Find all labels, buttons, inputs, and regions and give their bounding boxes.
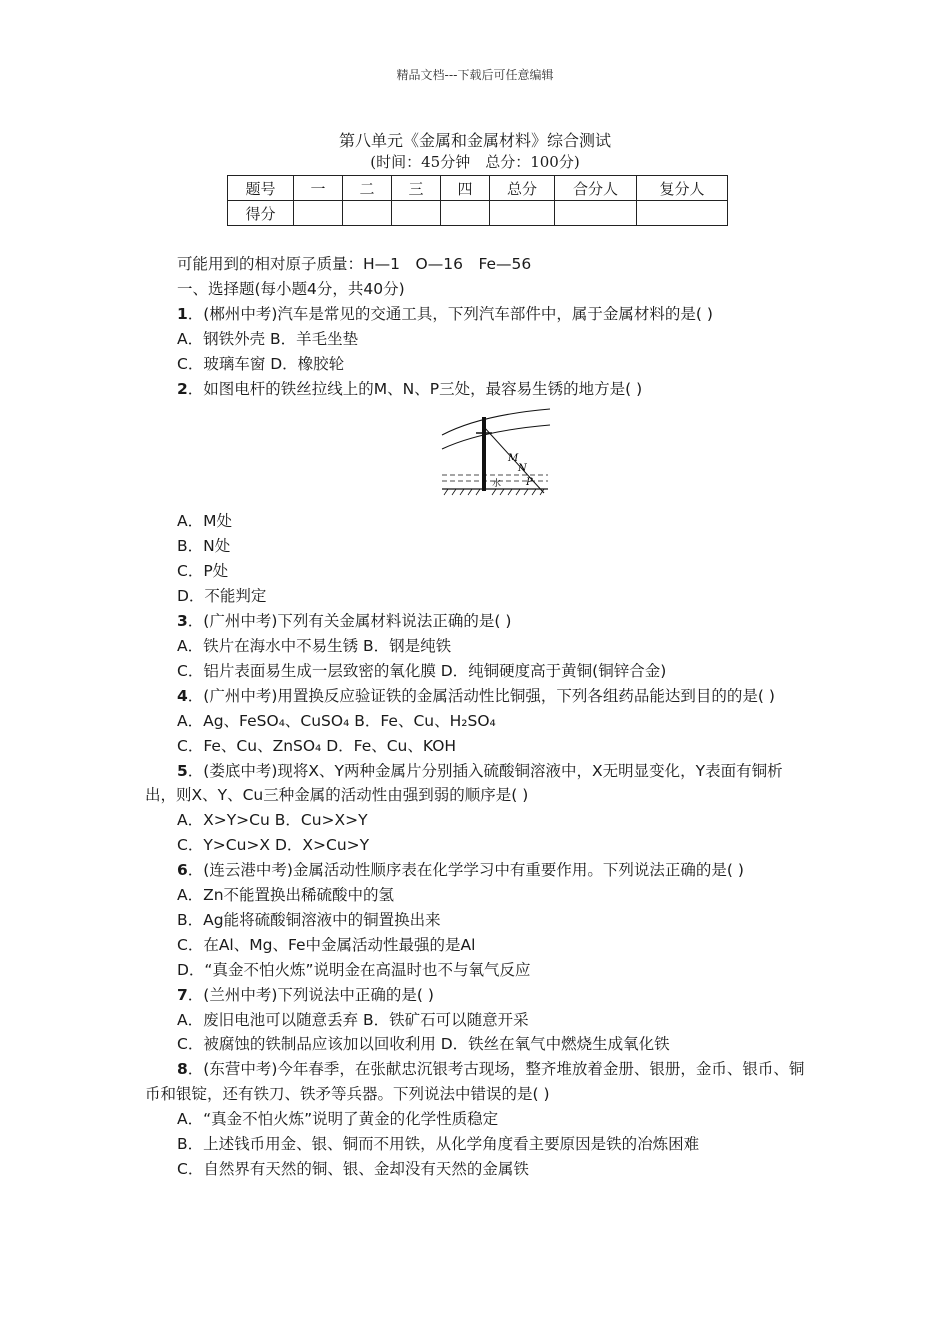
page-header-note: 精品文档---下载后可任意编辑 <box>396 68 554 82</box>
question-number: 2 <box>177 379 188 398</box>
question-option: B．N处 <box>177 537 231 556</box>
question-option: C．P处 <box>177 562 229 581</box>
score-cell <box>343 201 392 226</box>
question-text: ．(连云港中考)金属活动性顺序表在化学学习中有重要作用。下列说法正确的是( ) <box>187 861 744 880</box>
question-number: 3 <box>177 612 188 631</box>
question-number: 5 <box>177 761 188 780</box>
question-option: A．Ag、FeSO₄、CuSO₄ B．Fe、Cu、H₂SO₄ <box>177 711 496 730</box>
question-text: ．如图电杆的铁丝拉线上的M、N、P三处，最容易生锈的地方是( ) <box>187 379 643 398</box>
question-text: ．(东营中考)今年春季，在张献忠沉银考古现场，整齐堆放着金册、银册，金币、银币、铜币和银锭，还有铁刀、铁矛等兵器。下列说法中错误的是( ) <box>145 1060 805 1104</box>
question-text: ．(兰州中考)下列说法中正确的是( ) <box>187 985 434 1004</box>
label-m: M <box>508 453 519 465</box>
score-header-cell: 三 <box>392 176 441 201</box>
score-cell <box>392 201 441 226</box>
utility-pole-diagram <box>440 405 552 501</box>
question-option: C．自然界有天然的铜、银、金却没有天然的金属铁 <box>177 1160 529 1178</box>
question-option: A．“真金不怕火炼”说明了黄金的化学性质稳定 <box>177 1110 499 1129</box>
question-option: A．M处 <box>177 512 232 531</box>
question-number: 6 <box>177 861 188 880</box>
question-text: ．(娄底中考)现将X、Y两种金属片分别插入硫酸铜溶液中，X无明显变化，Y表面有铜析出，则X、Y、Cu三种金属的活动性由强到弱的顺序是( ) <box>145 761 783 805</box>
score-cell <box>637 201 728 226</box>
label-n: N <box>518 463 527 475</box>
question-stem <box>145 983 810 1008</box>
score-header-cell: 复分人 <box>637 176 728 201</box>
question-stem <box>145 609 810 634</box>
score-cell <box>490 201 555 226</box>
utility-pole-figure <box>145 401 810 509</box>
score-cell <box>441 201 490 226</box>
question-option: C．在Al、Mg、Fe中金属活动性最强的是Al <box>177 935 476 954</box>
question-stem <box>145 302 810 327</box>
question-text: ．(广州中考)用置换反应验证铁的金属活动性比铜强，下列各组药品能达到目的的是( ) <box>187 686 775 705</box>
score-cell <box>555 201 637 226</box>
question-option: B．Ag能将硫酸铜溶液中的铜置换出来 <box>177 910 441 929</box>
score-cell <box>294 201 343 226</box>
question-text: ．(郴州中考)汽车是常见的交通工具，下列汽车部件中，属于金属材料的是( ) <box>187 304 713 323</box>
question-option: C．被腐蚀的铁制品应该加以回收利用 D．铁丝在氧气中燃烧生成氧化铁 <box>177 1035 670 1054</box>
question-option: A．Zn不能置换出稀硫酸中的氢 <box>177 886 395 905</box>
atomic-mass-note: 可能用到的相对原子质量：H—1 O—16 Fe—56 <box>177 255 532 273</box>
exam-content <box>145 252 810 1182</box>
label-water: 水 <box>492 479 502 490</box>
score-row-label: 得分 <box>228 201 294 226</box>
score-table <box>227 175 728 226</box>
question-option: C．Y>Cu>X D．X>Cu>Y <box>177 836 370 855</box>
question-number: 8 <box>177 1060 188 1079</box>
question-option: A．铁片在海水中不易生锈 B．钢是纯铁 <box>177 636 452 655</box>
score-header-cell: 题号 <box>228 176 294 201</box>
question-stem <box>145 858 810 883</box>
label-p: P <box>526 477 533 489</box>
page-title: 第八单元《金属和金属材料》综合测试 <box>338 131 611 150</box>
question-option: D．“真金不怕火炼”说明金在高温时也不与氧气反应 <box>177 960 531 979</box>
question-number: 4 <box>177 686 188 705</box>
score-header-cell: 一 <box>294 176 343 201</box>
question-stem <box>145 759 810 809</box>
score-header-cell: 合分人 <box>555 176 637 201</box>
question-option: C．铝片表面易生成一层致密的氧化膜 D．纯铜硬度高于黄铜(铜锌合金) <box>177 661 667 680</box>
question-stem <box>145 377 810 402</box>
score-header-cell: 二 <box>343 176 392 201</box>
score-header-cell: 四 <box>441 176 490 201</box>
question-option: C．玻璃车窗 D．橡胶轮 <box>177 354 345 373</box>
question-option: A．钢铁外壳 B．羊毛坐垫 <box>177 329 359 348</box>
question-option: B．上述钱币用金、银、铜而不用铁，从化学角度看主要原因是铁的冶炼困难 <box>177 1135 700 1154</box>
question-number: 7 <box>177 985 188 1004</box>
question-option: A．废旧电池可以随意丢弃 B．铁矿石可以随意开采 <box>177 1010 529 1029</box>
section-heading: 一、选择题(每小题4分，共40分) <box>177 279 405 298</box>
question-option: A．X>Y>Cu B．Cu>X>Y <box>177 811 368 830</box>
question-text: ．(广州中考)下列有关金属材料说法正确的是( ) <box>187 612 512 631</box>
score-table-score-row <box>228 201 728 226</box>
score-header-cell: 总分 <box>490 176 555 201</box>
page-subtitle: (时间：45分钟 总分：100分) <box>370 153 580 171</box>
question-option: D．不能判定 <box>177 587 267 606</box>
question-option: C．Fe、Cu、ZnSO₄ D．Fe、Cu、KOH <box>177 736 457 755</box>
question-stem <box>145 1057 810 1107</box>
score-table-header-row <box>228 176 728 201</box>
question-stem <box>145 684 810 709</box>
question-number: 1 <box>177 304 188 323</box>
